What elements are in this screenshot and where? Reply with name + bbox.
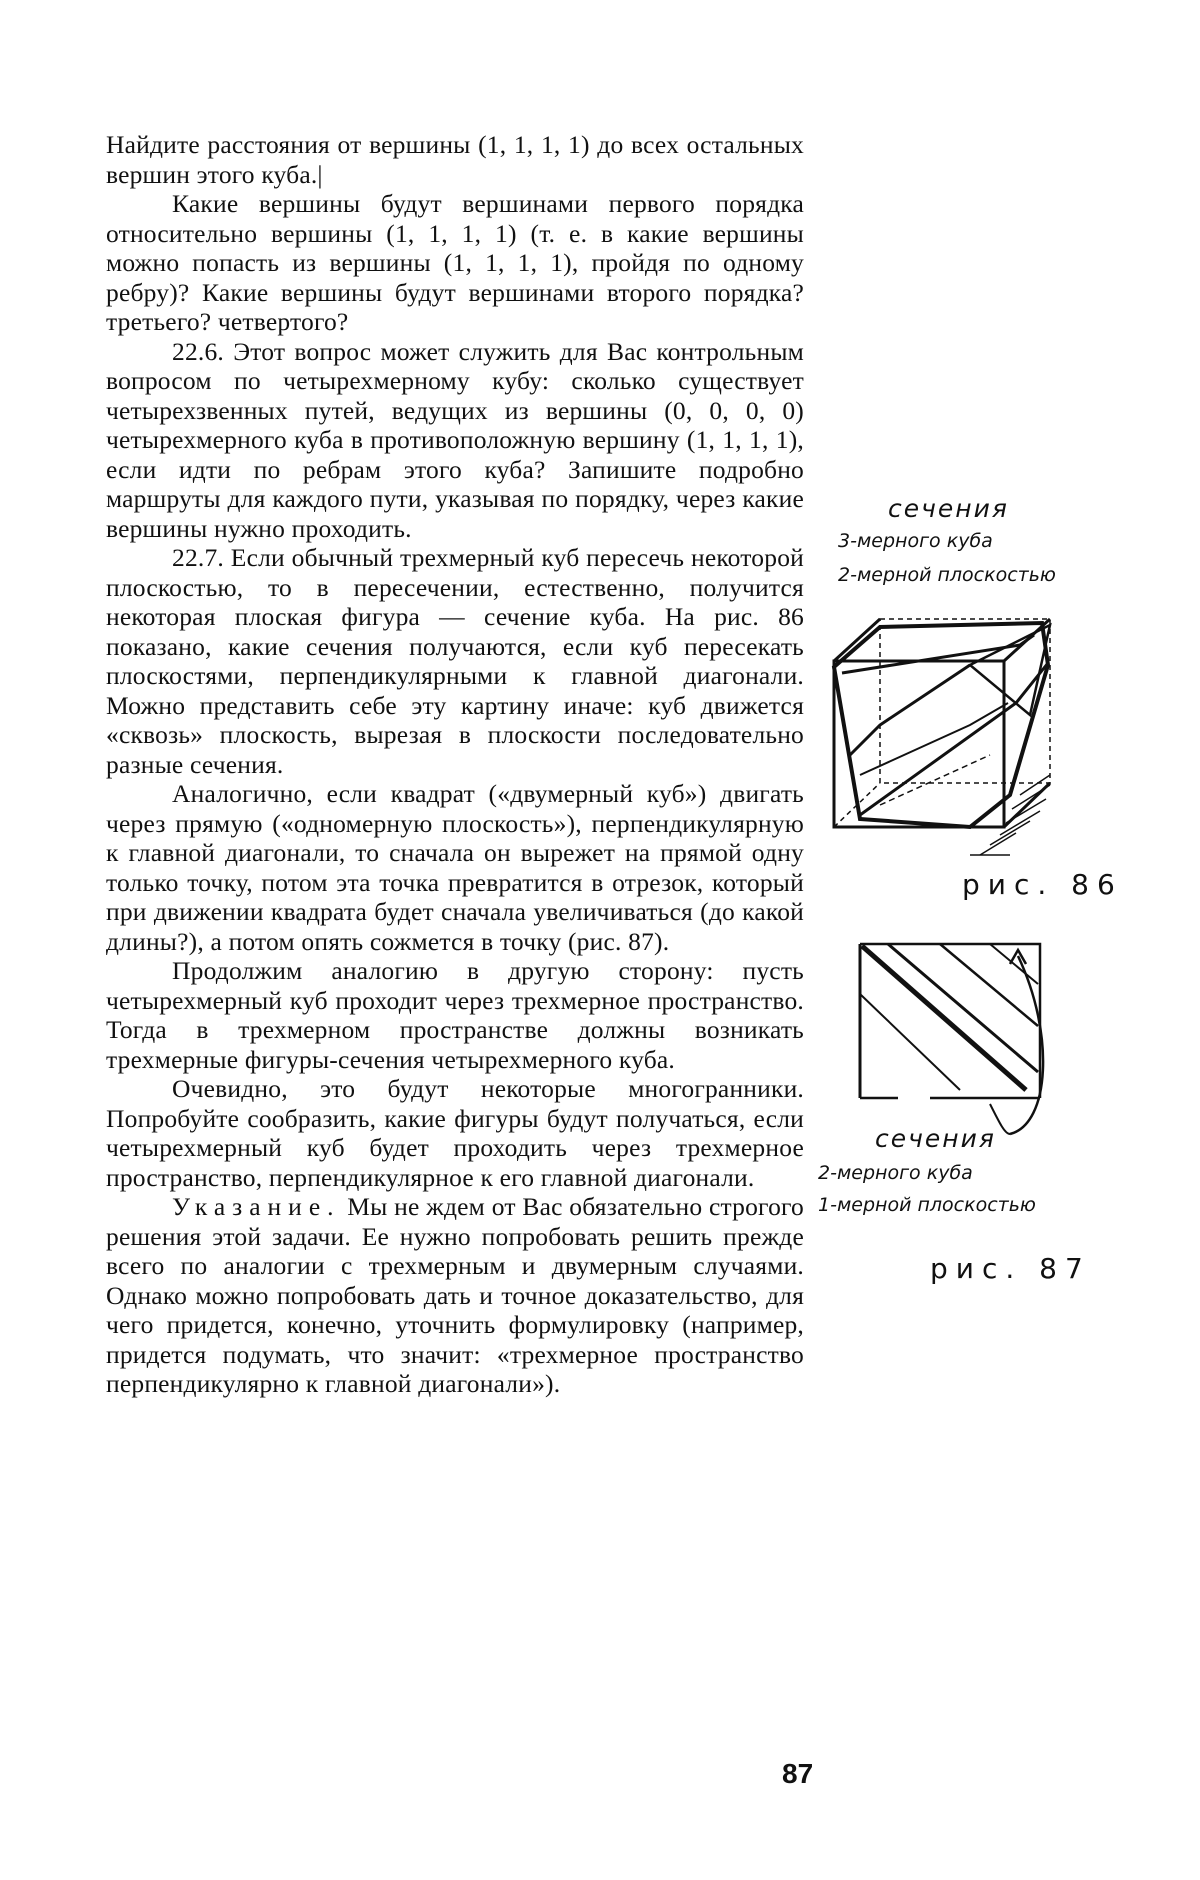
fig86-note-title: сечения bbox=[888, 494, 1009, 523]
paragraph-square-analogy: Аналогично, если квадрат («двумерный куб») двигать через прямую («одномерную плоскость»), перпендикулярную к главной диагонали, то сначала он вырежет на прямой одну только точку, потом эта точка превратится в отрезок, который при движении квадрата будет сначала увеличиваться (до какой длины?), а потом опять сожмется в точку (рис. 87). bbox=[106, 779, 804, 956]
paragraph-4d-analogy: Продолжим аналогию в другую сторону: пусть четырехмерный куб проходит через трехмерное пространство. Тогда в трехмерном пространстве должны возникать трехмерные фигуры-сечения четырехмерного куба. bbox=[106, 956, 804, 1074]
fig87-caption: рис. 87 bbox=[930, 1252, 1091, 1285]
fig87-note-line2: 1-мерной плоскостью bbox=[818, 1194, 1036, 1216]
fig87-note-title: сечения bbox=[875, 1124, 996, 1153]
paragraph-polyhedra: Очевидно, это будут некоторые многогранники. Попробуйте сообразить, какие фигуры будут получаться, если четырехмерный куб будет проходить через трехмерное пространство, перпендикулярное к его главной диагонали. bbox=[106, 1074, 804, 1192]
main-text-column bbox=[106, 130, 804, 1399]
fig86-note-line1: 3-мерного куба bbox=[838, 530, 993, 552]
paragraph-hint bbox=[106, 1192, 804, 1399]
fig86-note-line2: 2-мерной плоскостью bbox=[838, 564, 1056, 586]
paragraph-22-7: 22.7. Если обычный трехмерный куб пересечь некоторой плоскостью, то в пересечении, естественно, получится некоторая плоская фигура — сечение куба. На рис. 86 показано, какие сечения получаются, если куб пересекать плоскостями, перпендикулярными к главной диагонали. Можно представить себе эту картину иначе: куб движется «сквозь» плоскость, вырезая в плоскости последовательно разные сечения. bbox=[106, 543, 804, 779]
paragraph-22-6: 22.6. Этот вопрос может служить для Вас контрольным вопросом по четырехмерному кубу: сколько существует четырехзвенных путей, ведущих из вершины (0, 0, 0, 0) четырехмерного куба в противоположную вершину (1, 1, 1, 1), если идти по ребрам этого куба? Запишите подробно маршруты для каждого пути, указывая по порядку, через какие вершины нужно проходить. bbox=[106, 337, 804, 544]
fig87-note-line1: 2-мерного куба bbox=[818, 1162, 973, 1184]
paragraph-vertex-orders: Какие вершины будут вершинами первого порядка относительно вершины (1, 1, 1, 1) (т. е. в какие вершины можно попасть из вершины (1, 1, 1, 1), пройдя по одному ребру)? Какие вершины будут вершинами второго порядка? третьего? четвертого? bbox=[106, 189, 804, 337]
hint-label: Указание. bbox=[172, 1192, 341, 1221]
page-number: 87 bbox=[782, 1758, 813, 1790]
hint-text: Мы не ждем от Вас обязательно строгого решения этой задачи. Ее нужно попробовать решить прежде всего по аналогии с трехмерным и двумерным случаями. Однако можно попробовать дать и точное доказательство, для чего придется, конечно, уточнить формулировку (например, придется подумать, что значит: «трехмерное пространство перпендикулярно к главной диагонали»). bbox=[106, 1192, 804, 1398]
fig86-caption: рис. 86 bbox=[962, 868, 1123, 901]
fig86-cube-drawing bbox=[820, 605, 1080, 865]
paragraph-distances: Найдите расстояния от вершины (1, 1, 1, 1) до всех остальных вершин этого куба.| bbox=[106, 130, 804, 189]
